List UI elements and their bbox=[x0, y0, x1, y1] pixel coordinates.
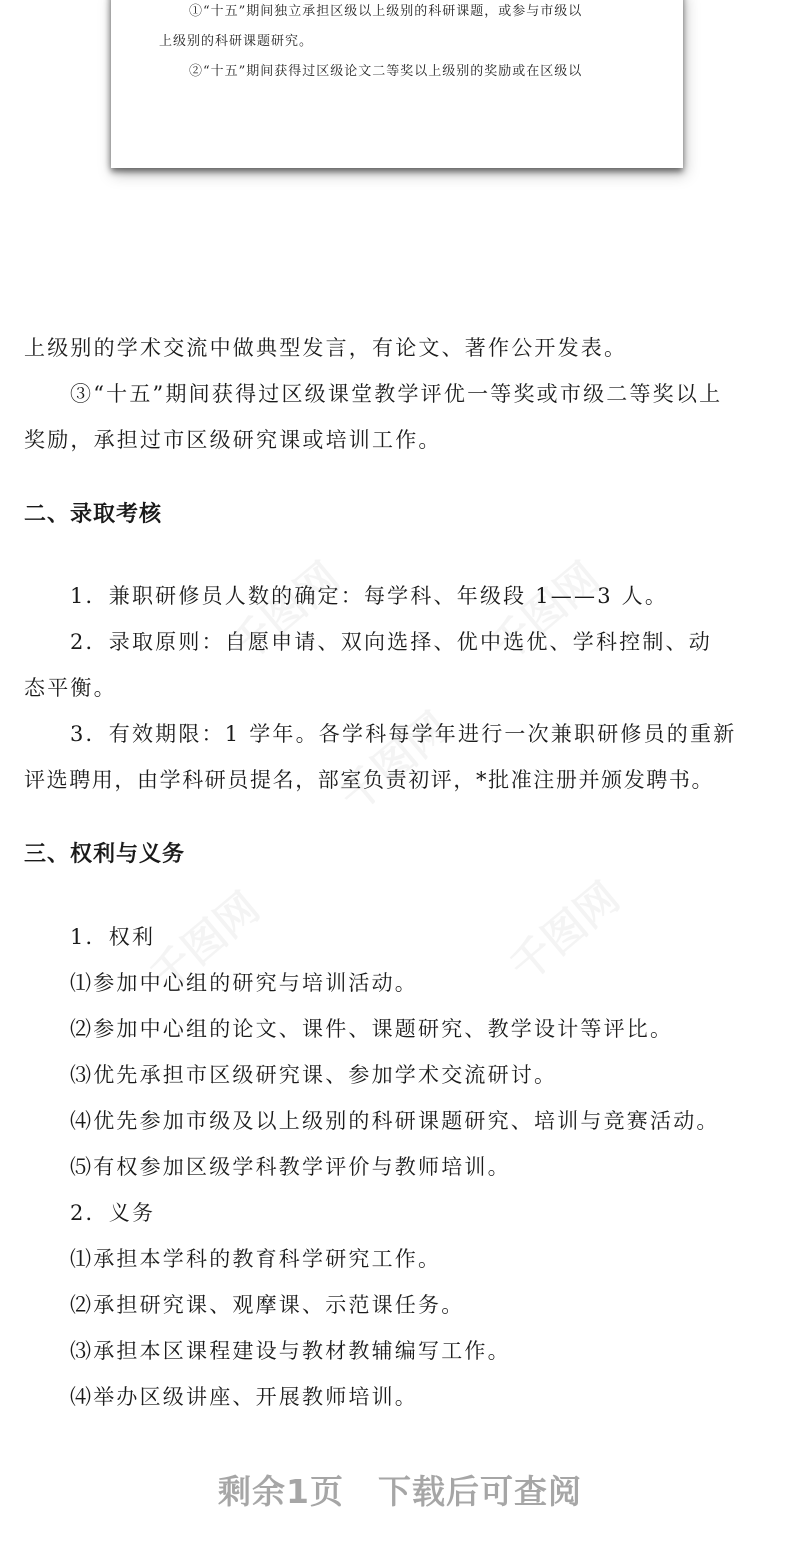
preview-line: 上级别的科研课题研究。 bbox=[159, 34, 314, 49]
watermark bbox=[325, 697, 460, 824]
list-item: ⑸有权参加区级学科教学评价与教师培训。 bbox=[70, 1155, 511, 1179]
subheading-duties: 2．义务 bbox=[70, 1201, 156, 1225]
list-item: ⑵参加中心组的论文、课件、课题研究、教学设计等评比。 bbox=[70, 1017, 674, 1041]
section-heading: 三、权利与义务 bbox=[24, 842, 186, 867]
preview-page-card bbox=[111, 0, 683, 168]
preview-line: ①“十五”期间独立承担区级以上级别的科研课题，或参与市级以 bbox=[189, 4, 583, 19]
list-item: ⑴承担本学科的教育科学研究工作。 bbox=[70, 1247, 442, 1271]
paragraph: ③“十五”期间获得过区级课堂教学评优一等奖或市级二等奖以上 bbox=[70, 382, 723, 406]
remaining-pages-notice[interactable]: 剩余1页 下载后可查阅 bbox=[218, 1472, 582, 1511]
list-item: ⑶承担本区课程建设与教材教辅编写工作。 bbox=[70, 1339, 511, 1363]
preview-line: ②“十五”期间获得过区级论文二等奖以上级别的奖励或在区级以 bbox=[189, 64, 583, 79]
list-item: ⑴参加中心组的研究与培训活动。 bbox=[70, 971, 418, 995]
paragraph: 评选聘用，由学科研员提名，部室负责初评，*批准注册并颁发聘书。 bbox=[24, 768, 715, 792]
paragraph: 奖励，承担过市区级研究课或培训工作。 bbox=[24, 428, 442, 452]
list-item: ⑵承担研究课、观摩课、示范课任务。 bbox=[70, 1293, 465, 1317]
subheading-rights: 1．权利 bbox=[70, 925, 156, 949]
paragraph: 上级别的学术交流中做典型发言，有论文、著作公开发表。 bbox=[24, 336, 628, 360]
paragraph: 态平衡。 bbox=[24, 676, 117, 700]
section-heading: 二、录取考核 bbox=[24, 502, 163, 527]
paragraph: 1．兼职研修员人数的确定：每学科、年级段 1——3 人。 bbox=[70, 584, 669, 608]
list-item: ⑷举办区级讲座、开展教师培训。 bbox=[70, 1385, 418, 1409]
paragraph: 3．有效期限：1 学年。各学科每学年进行一次兼职研修员的重新 bbox=[70, 722, 737, 746]
paragraph: 2．录取原则：自愿申请、双向选择、优中选优、学科控制、动 bbox=[70, 630, 712, 654]
list-item: ⑶优先承担市区级研究课、参加学术交流研讨。 bbox=[70, 1063, 558, 1087]
list-item: ⑷优先参加市级及以上级别的科研课题研究、培训与竞赛活动。 bbox=[70, 1109, 720, 1133]
watermark bbox=[495, 867, 630, 994]
